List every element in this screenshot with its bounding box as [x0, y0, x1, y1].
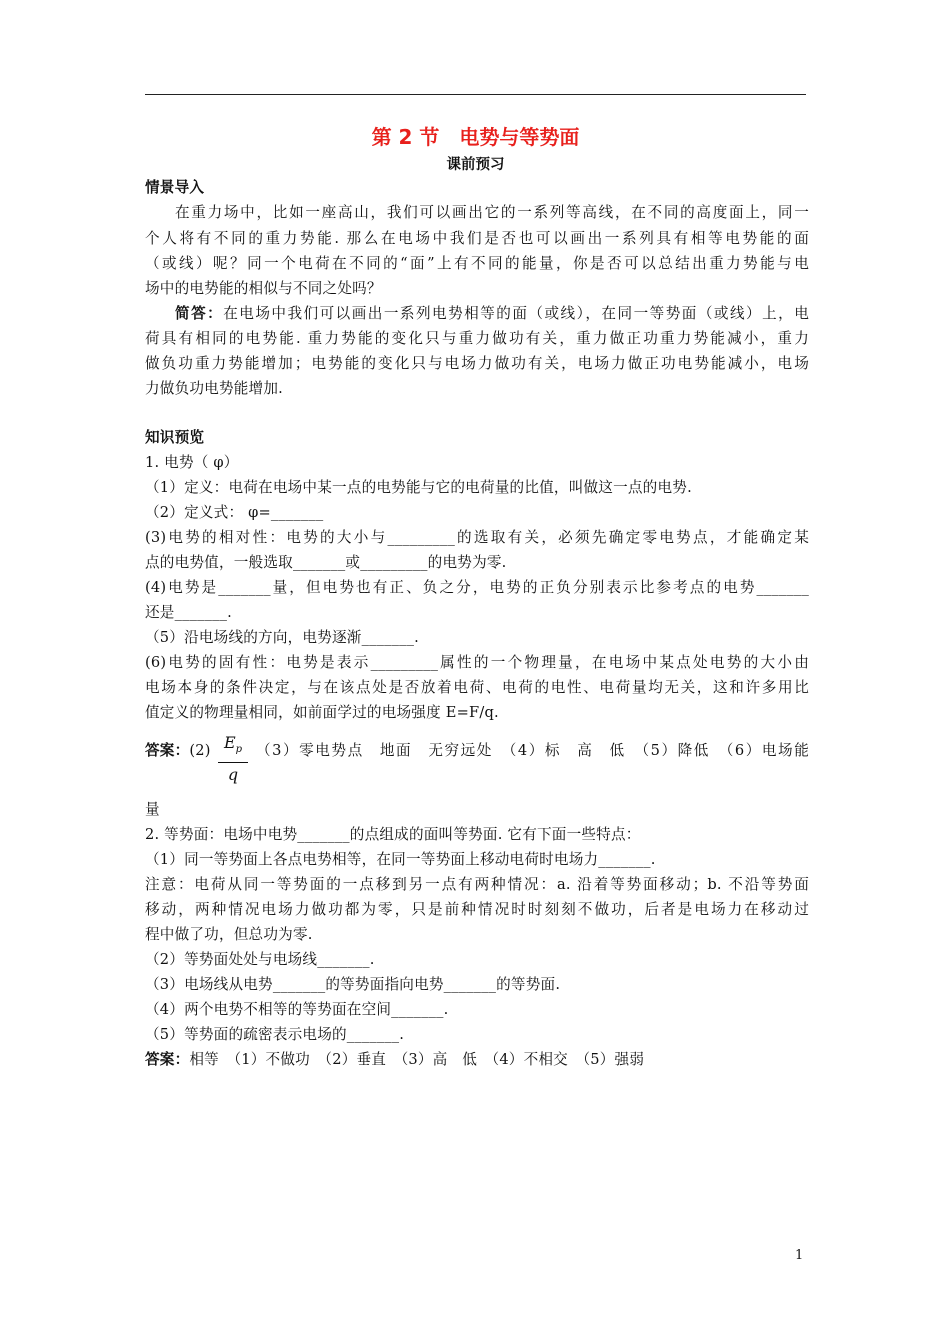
preview-line: (3)电势的相对性：电势的大小与_________的选取有关，必须先确定零电势点，才能确定某 [145, 529, 809, 546]
short-answer-line: 力做负功电势能增加. [145, 380, 283, 397]
equipotential-line: 移动，两种情况电场力做功都为零，只是前种情况时时刻刻不做功，后者是电场力在移动过 [145, 901, 809, 918]
short-answer-label: 简答： [175, 305, 224, 322]
answer-text: 相等 （1）不做功 （2）垂直 （3）高 低 （4）不相交 （5）强弱 [189, 1051, 645, 1068]
equipotential-line: （1）同一等势面上各点电势相等，在同一等势面上移动电荷时电场力_______. [145, 851, 656, 868]
page-number: 1 [795, 1248, 804, 1263]
short-answer-line [145, 304, 809, 324]
page-subtitle: 课前预习 [446, 157, 505, 173]
equipotential-line: 2. 等势面：电场中电势_______的点组成的面叫等势面. 它有下面一些特点： [145, 826, 641, 843]
equipotential-line: （3）电场线从电势_______的等势面指向电势_______的等势面. [145, 976, 561, 993]
header-rule [145, 94, 806, 95]
answer-line-2 [145, 1050, 809, 1070]
equipotential-line: （4）两个电势不相等的等势面在空间_______. [145, 1001, 449, 1018]
preview-line: （2）定义式： φ=_______ [145, 504, 324, 521]
page-title: 第 2 节 电势与等势面 [371, 125, 580, 149]
preview-line: (4)电势是_______量，但电势也有正、负之分，电势的正负分别表示比参考点的电势_______ [145, 579, 809, 596]
fraction-numerator: E [223, 733, 236, 752]
equipotential-line: 注意：电荷从同一等势面的一点移到另一点有两种情况：a. 沿着等势面移动；b. 不沿等势面 [145, 876, 809, 893]
fraction-numerator-sub: p [235, 744, 243, 756]
intro-paragraph-line: 场中的电势能的相似与不同之处吗？ [145, 280, 382, 297]
equipotential-line: （2）等势面处处与电场线_______. [145, 951, 375, 968]
answer-label: 答案： [145, 1051, 190, 1068]
intro-paragraph-line: 在重力场中，比如一座高山，我们可以画出它的一系列等高线，在不同的高度面上，同一 [175, 204, 809, 221]
formula-fraction [218, 733, 248, 785]
section-heading-preview: 知识预览 [145, 429, 205, 446]
short-answer-line: 做负功重力势能增加；电势能的变化只与电场力做功有关，电场力做正功电势能减小，电场 [145, 355, 809, 372]
preview-line: 1. 电势（ φ） [145, 454, 239, 471]
preview-line: 电场本身的条件决定，与在该点处是否放着电荷、电荷的电性、电荷量均无关，这和许多用比 [145, 679, 809, 696]
equipotential-line: （5）等势面的疏密表示电场的_______. [145, 1026, 405, 1043]
preview-line: 值定义的物理量相同，如前面学过的电场强度 E=F/q. [145, 704, 499, 721]
intro-paragraph-line: （或线）呢？同一个电荷在不同的“面”上有不同的能量，你是否可以总结出重力势能与电 [145, 255, 809, 272]
answer-prefix: (2) [189, 742, 211, 759]
intro-paragraph-line: 个人将有不同的重力势能. 那么在电场中我们是否也可以画出一系列具有相等电势能的面 [145, 230, 809, 247]
preview-line: 还是_______. [145, 604, 232, 621]
preview-line: 点的电势值，一般选取_______或_________的电势为零. [145, 554, 507, 571]
answer-label: 答案： [145, 742, 190, 759]
section-heading-intro: 情景导入 [145, 179, 205, 196]
preview-line: （1）定义：电荷在电场中某一点的电势能与它的电荷量的比值，叫做这一点的电势. [145, 479, 692, 496]
preview-line: （5）沿电场线的方向，电势逐渐_______. [145, 629, 419, 646]
preview-line: (6)电势的固有性：电势是表示_________属性的一个物理量，在电场中某点处电势的大小由 [145, 654, 809, 671]
short-answer-text: 在电场中我们可以画出一系列电势相等的面（或线），在同一等势面（或线）上，电 [223, 305, 809, 322]
short-answer-line: 荷具有相同的电势能. 重力势能的变化只与重力做功有关，重力做正功重力势能减小，重力 [145, 330, 809, 347]
equipotential-line: 程中做了功，但总功为零. [145, 926, 313, 943]
answer-rest: （3）零电势点 地面 无穷远处 （4）标 高 低 （5）降低 （6）电场能 [256, 742, 809, 759]
fraction-denominator: q [227, 765, 239, 785]
answer-wrap: 量 [145, 801, 160, 818]
